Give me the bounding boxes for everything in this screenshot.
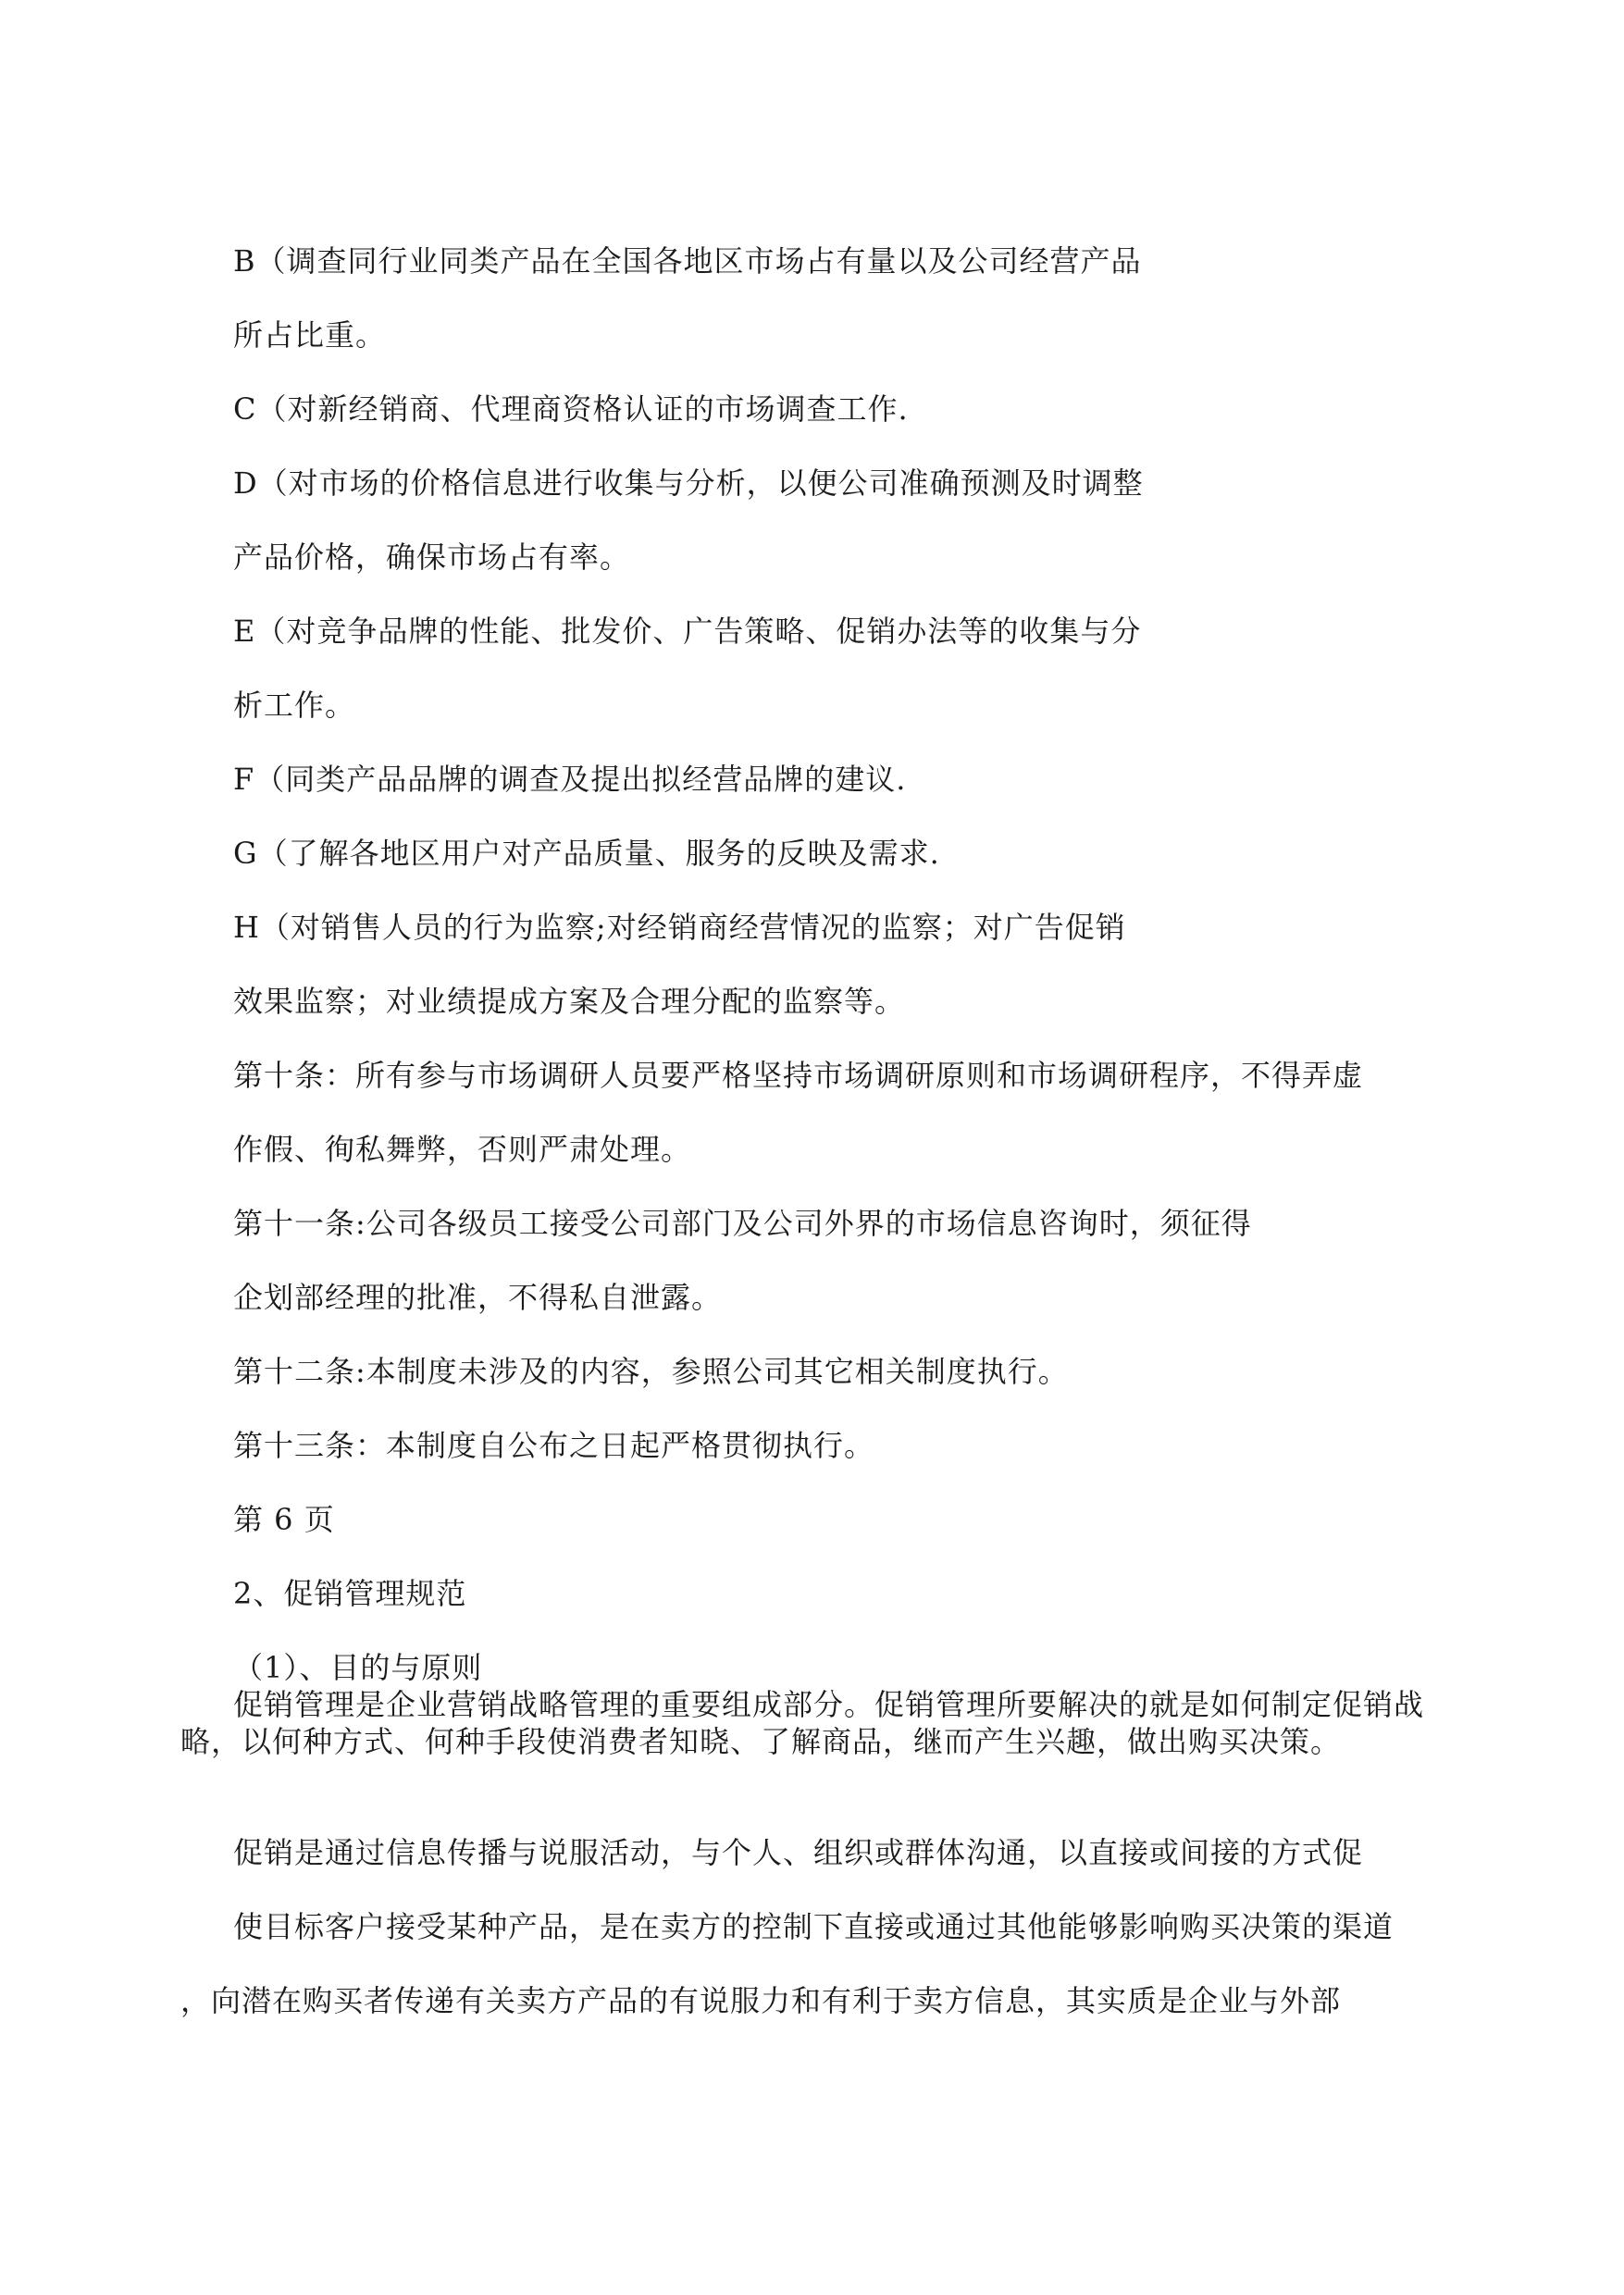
text-line-c: C（对新经销商、代理商资格认证的市场调查工作. [233, 391, 909, 427]
article-11: 第十一条:公司各级员工接受公司部门及公司外界的市场信息咨询时，须征得 [233, 1206, 1252, 1241]
text-line-b-cont: 所占比重。 [233, 317, 387, 353]
text-line-f: F（同类产品品牌的调查及提出拟经营品牌的建议. [233, 762, 907, 797]
tail-line-3: ，向潜在购买者传递有关卖方产品的有说服力和有利于卖方信息，其实质是企业与外部 [180, 1983, 1342, 2018]
text-line-d-cont: 产品价格，确保市场占有率。 [233, 540, 631, 575]
article-11-cont: 企划部经理的批准，不得私自泄露。 [233, 1280, 723, 1315]
page-number: 第 6 页 [233, 1502, 335, 1537]
text-line-d: D（对市场的价格信息进行收集与分析，以便公司准确预测及时调整 [233, 465, 1144, 501]
tail-line-2: 使目标客户接受某种产品，是在卖方的控制下直接或通过其他能够影响购买决策的渠道 [233, 1909, 1395, 1944]
tail-line-1: 促销是通过信息传播与说服活动，与个人、组织或群体沟通，以直接或间接的方式促 [233, 1835, 1364, 1870]
article-12: 第十二条:本制度未涉及的内容，参照公司其它相关制度执行。 [233, 1354, 1069, 1389]
subsection-heading: （1）、目的与原则 [233, 1650, 483, 1685]
article-10-cont: 作假、徇私舞弊，否则严肃处理。 [233, 1132, 692, 1167]
section-heading: 2、促销管理规范 [233, 1576, 467, 1611]
article-13: 第十三条：本制度自公布之日起严格贯彻执行。 [233, 1428, 875, 1463]
text-line-g: G（了解各地区用户对产品质量、服务的反映及需求. [233, 836, 940, 871]
text-line-h-cont: 效果监察；对业绩提成方案及合理分配的监察等。 [233, 984, 906, 1019]
text-line-h: H（对销售人员的行为监察;对经销商经营情况的监察；对广告促销 [233, 910, 1126, 945]
paragraph-text: 促销管理是企业营销战略管理的重要组成部分。促销管理所要解决的就是如何制定促销战略，以何种方式、何种手段使消费者知晓、了解商品，继而产生兴趣，做出购买决策。 [180, 1687, 1425, 1759]
body-paragraph [180, 1686, 1467, 1760]
text-line-b: B（调查同行业同类产品在全国各地区市场占有量以及公司经营产品 [233, 243, 1142, 279]
article-10: 第十条：所有参与市场调研人员要严格坚持市场调研原则和市场调研程序，不得弄虚 [233, 1058, 1364, 1093]
text-line-e-cont: 析工作。 [233, 688, 356, 723]
text-line-e: E（对竞争品牌的性能、批发价、广告策略、促销办法等的收集与分 [233, 614, 1142, 649]
